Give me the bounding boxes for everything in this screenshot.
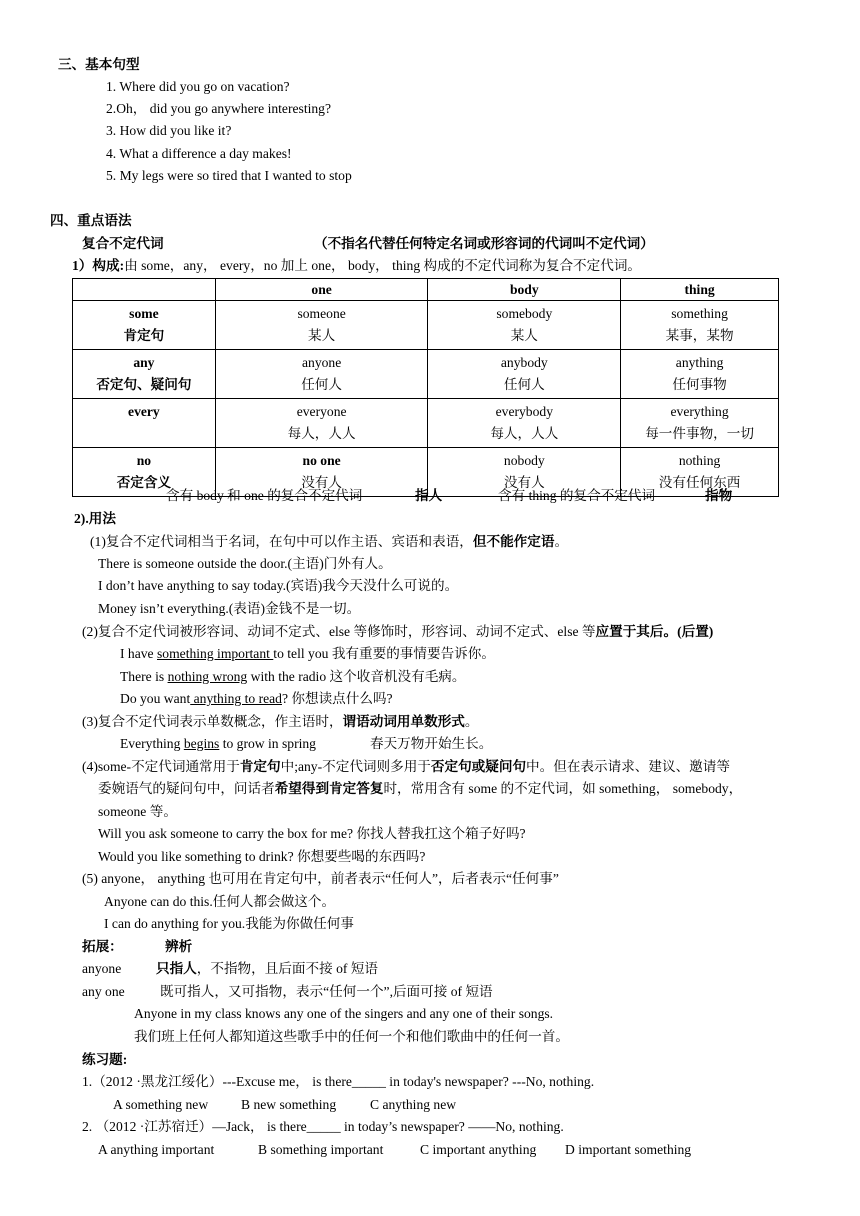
table-row-some xyxy=(73,301,779,350)
note-person: 指人 xyxy=(415,488,443,503)
header-thing: thing xyxy=(621,279,779,301)
usage-1-example-2: I don’t have anything to say today.(宾语)我今天没什么可说的。 xyxy=(98,578,459,593)
extension-example-cn: 我们班上任何人都知道这些歌手中的任何一个和他们歌曲中的任何一首。 xyxy=(134,1029,569,1044)
sentence-5: 5. My legs were so tired that I wanted to stop xyxy=(106,168,352,183)
q1-option-c: C anything new xyxy=(370,1097,457,1112)
pronoun-table xyxy=(72,278,779,497)
sentence-4: 4. What a difference a day makes! xyxy=(106,146,292,161)
section3-heading: 三、基本句型 xyxy=(58,57,140,72)
q2-option-d: D important something xyxy=(565,1142,692,1157)
table-row-every xyxy=(73,399,779,448)
exercises-heading: 练习题: xyxy=(82,1052,128,1067)
usage-heading: 2).用法 xyxy=(74,511,116,526)
usage-4-example-2: Would you like something to drink? 你想要些喝的东西吗? xyxy=(98,849,426,864)
table-cell: anything 任何事物 xyxy=(621,350,779,399)
sentence-1: 1. Where did you go on vacation? xyxy=(106,79,290,94)
usage-1-example-3: Money isn’t everything.(表语)金钱不是一切。 xyxy=(98,601,361,616)
table-cell: everyone 每人，人人 xyxy=(215,399,428,448)
usage-4-example-1: Will you ask someone to carry the box for me? 你找人替我扛这个箱子好吗? xyxy=(98,826,526,841)
definition-note: （不指名代替任何特定名词或形容词的代词叫不定代词） xyxy=(314,236,654,251)
formation-text: 由 some，any， every，no 加上 one， body， thing 构成的不定代词称为复合不定代词。 xyxy=(124,258,642,273)
usage-1: (1)复合不定代词相当于名词，在句中可以作主语、宾语和表语，但不能作定语。 xyxy=(90,534,569,549)
usage-3: (3)复合不定代词表示单数概念，作主语时，谓语动词用单数形式。 xyxy=(82,714,479,729)
extension-label-2: 辨析 xyxy=(165,939,193,954)
note-body-one: 含有 body 和 one 的复合不定代词 xyxy=(166,488,363,503)
usage-2: (2)复合不定代词被形容词、动词不定式、else 等修饰时，形容词、动词不定式、else 等应置于其后。(后置) xyxy=(82,624,714,639)
usage-2-example-1: I have something important to tell you 我有重要的事情要告诉你。 xyxy=(120,646,495,661)
header-body: body xyxy=(428,279,621,301)
table-cell: anybody 任何人 xyxy=(428,350,621,399)
extension-label: 拓展： xyxy=(82,939,123,954)
header-empty xyxy=(73,279,216,301)
table-cell: someone 某人 xyxy=(215,301,428,350)
table-cell: everything 每一件事物，一切 xyxy=(621,399,779,448)
row-label: no 否定含义 xyxy=(73,448,216,497)
table-cell: everybody 每人，人人 xyxy=(428,399,621,448)
row-label: every xyxy=(73,399,216,448)
usage-2-example-2: There is nothing wrong with the radio 这个收音机没有毛病。 xyxy=(120,669,466,684)
usage-5: (5) anyone， anything 也可用在肯定句中，前者表示“任何人”，后者表示“任何事” xyxy=(82,871,559,886)
sentence-3: 3. How did you like it? xyxy=(106,123,232,138)
extension-example-en: Anyone in my class knows any one of the singers and any one of their songs. xyxy=(134,1006,554,1021)
table-row-any xyxy=(73,350,779,399)
question-1: 1.（2012 ·黑龙江绥化）---Excuse me， is there_____ in today's newspaper? ---No, nothing. xyxy=(82,1074,595,1089)
usage-5-example-2: I can do anything for you.我能为你做任何事 xyxy=(104,916,354,931)
q1-option-b: B new something xyxy=(241,1097,337,1112)
usage-3-example: Everything begins to grow in spring xyxy=(120,736,316,751)
header-one: one xyxy=(215,279,428,301)
q2-option-b: B something important xyxy=(258,1142,384,1157)
usage-2-example-3: Do you want anything to read? 你想读点什么吗? xyxy=(120,691,393,706)
usage-4-line-2: 委婉语气的疑问句中，问话者希望得到肯定答复时，常用含有 some 的不定代词，如 something， somebody， xyxy=(98,781,743,796)
table-cell: nothing 没有任何东西 xyxy=(621,448,779,497)
section4-heading: 四、重点语法 xyxy=(50,213,132,228)
topic-title: 复合不定代词 xyxy=(82,236,164,251)
question-2: 2. （2012 ·江苏宿迁）—Jack， is there_____ in today’s newspaper? ——No, nothing. xyxy=(82,1119,564,1134)
table-cell: something 某事，某物 xyxy=(621,301,779,350)
table-cell: no one 没有人 xyxy=(215,448,428,497)
note-object: 指物 xyxy=(705,488,733,503)
formation-label: 1）构成: xyxy=(72,258,125,273)
row-label: any 否定句、疑问句 xyxy=(73,350,216,399)
usage-4: (4)some-不定代词通常用于肯定句中;any-不定代词则多用于否定句或疑问句中。但在表示请求、建议、邀请等 xyxy=(82,759,730,774)
table-cell: anyone 任何人 xyxy=(215,350,428,399)
q1-option-a: A something new xyxy=(113,1097,209,1112)
row-label: some 肯定句 xyxy=(73,301,216,350)
extension-any-one-word: any one xyxy=(82,984,125,999)
table-header-row xyxy=(73,279,779,301)
q2-option-a: A anything important xyxy=(98,1142,215,1157)
table-cell: somebody 某人 xyxy=(428,301,621,350)
extension-any-one-desc: 既可指人，又可指物，表示“任何一个”,后面可接 of 短语 xyxy=(160,984,493,999)
formation-line xyxy=(72,257,641,275)
sentence-2: 2.Oh， did you go anywhere interesting? xyxy=(106,101,332,116)
extension-anyone-word: anyone xyxy=(82,961,122,976)
usage-1-example-1: There is someone outside the door.(主语)门外有人。 xyxy=(98,556,392,571)
usage-4-line-3: someone 等。 xyxy=(98,804,177,819)
usage-5-example-1: Anyone can do this.任何人都会做这个。 xyxy=(104,894,336,909)
usage-3-example-cn: 春天万物开始生长。 xyxy=(370,736,493,751)
q2-option-c: C important anything xyxy=(420,1142,537,1157)
note-thing: 含有 thing 的复合不定代词 xyxy=(498,488,656,503)
extension-anyone-desc: 只指人，不指物，且后面不接 of 短语 xyxy=(156,961,379,976)
table-cell: nobody 没有人 xyxy=(428,448,621,497)
